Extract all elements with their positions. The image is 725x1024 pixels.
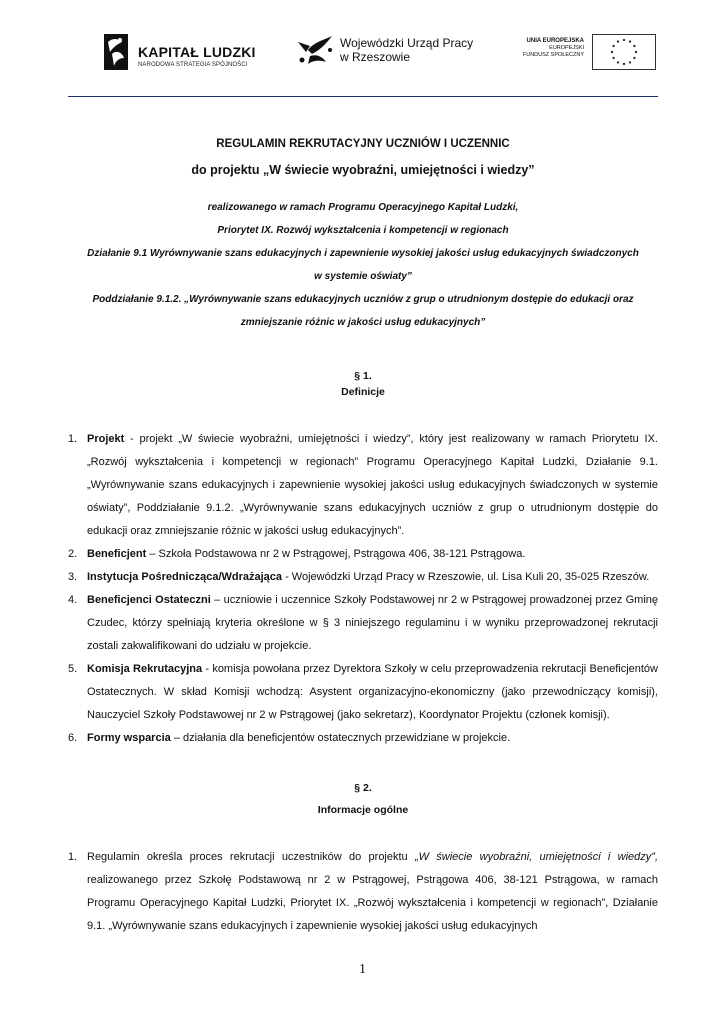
general-info-text: Regulamin określa proces rekrutacji uczestników do projektu	[87, 851, 415, 863]
kapital-ludzki-emblem-icon	[98, 28, 134, 76]
list-item-number: 2.	[68, 548, 78, 560]
general-info-text-cont: realizowanego przez Szkołę Podstawową nr 2 w Pstrągowej, Pstrągowa 406, 38-121 Pstrągowa, w ramach Programu Operacyjnego Kapitał Ludzki, Priorytet IX. „Rozwój wykształcenia i kompetencji w regionach”, Działanie 9.1. „Wyrównywanie szans edukacyjnych i zapewnienie wysokiej jakości usług edukacyjnych	[87, 874, 658, 932]
definition-text: – uczniowie i uczennice Szkoły Podstawowej nr 2 w Pstrągowej prowadzonej przez Gminę Czudec, którzy spełniają kryteria określone w § 3 niniejszego regulaminu i w wyniku przeprowadzonej rekrutacji zostali zakwalifikowani do udziału w projekcie.	[87, 594, 658, 652]
program-info-line: w systemie oświaty”	[314, 271, 412, 282]
definition-text: - komisja powołana przez Dyrektora Szkoły w celu przeprowadzenia rekrutacji Beneficjentów Ostatecznych. W skład Komisji wchodzą: Asystent organizacyjno-ekonomiczny (jako przewodniczący komisji), Nauczyciel Szkoły Podstawowej nr 2 w Pstrągowej (jako sekretarz), Koordynator Projektu (członek komisji).	[87, 663, 658, 721]
section-2	[68, 780, 658, 938]
program-info	[68, 196, 658, 334]
eu-text-line3: FUNDUSZ SPOŁECZNY	[522, 52, 584, 58]
wup-bird-icon	[296, 32, 336, 68]
list-item-number: 3.	[68, 571, 78, 583]
eu-logo	[516, 34, 656, 74]
list-item	[68, 566, 658, 589]
program-info-line: realizowanego w ramach Programu Operacyjnego Kapitał Ludzki,	[207, 202, 519, 213]
definition-text: - projekt „W świecie wyobraźni, umiejętności i wiedzy”, który jest realizowany w ramach Priorytetu IX. „Rozwój wykształcenia i kompetencji w regionach” Programu Operacyjnego Kapitał Ludzki, Działanie 9.1. „Wyrównywanie szans edukacyjnych i zapewnienie wysokiej jakości usług edukacyjnych świadczonych w systemie oświaty”, Poddziałanie 9.1.2. „Wyrównywanie szans edukacyjnych uczniów z grup o utrudnionym dostępie do edukacji oraz zmniejszanie różnic w jakości usług edukacyjnych”.	[87, 433, 658, 537]
definition-term: Beneficjent	[87, 548, 147, 560]
kapital-ludzki-title: KAPITAŁ LUDZKI	[138, 44, 256, 60]
project-name-italic: „W świecie wyobraźni, umiejętności i wiedzy”,	[414, 851, 659, 863]
section-2-number: § 2.	[354, 782, 372, 794]
document-title: REGULAMIN REKRUTACYJNY UCZNIÓW I UCZENNIC	[216, 138, 510, 150]
list-item	[68, 589, 658, 658]
program-info-line: Działanie 9.1 Wyrównywanie szans edukacyjnych i zapewnienie wysokiej jakości usług edukacyjnych świadczonych	[87, 248, 639, 259]
list-item	[68, 428, 658, 543]
section-1	[68, 368, 658, 750]
wup-name-line2: w Rzeszowie	[340, 50, 411, 64]
program-info-line: Poddziałanie 9.1.2. „Wyrównywanie szans edukacyjnych uczniów z grup o utrudnionym dostępie do edukacji oraz	[92, 294, 634, 305]
definition-text: – Szkoła Podstawowa nr 2 w Pstrągowej, Pstrągowa 406, 38-121 Pstrągowa.	[146, 548, 526, 560]
list-item-number: 1.	[68, 851, 78, 863]
definitions-list	[68, 428, 658, 750]
definition-term: Projekt	[87, 433, 125, 445]
list-item	[68, 658, 658, 727]
document-subtitle-project: do projektu „W świecie wyobraźni, umiejętności i wiedzy”	[191, 163, 535, 177]
definition-text: - Wojewódzki Urząd Pracy w Rzeszowie, ul. Lisa Kuli 20, 35-025 Rzeszów.	[282, 571, 650, 583]
header-divider	[68, 96, 658, 97]
section-1-title: Definicje	[341, 386, 385, 398]
wup-logo	[296, 32, 476, 72]
definition-term: Formy wsparcia	[87, 732, 171, 744]
general-info-list	[68, 846, 658, 938]
program-info-line: Priorytet IX. Rozwój wykształcenia i kompetencji w regionach	[217, 225, 509, 236]
eu-text-line1: UNIA EUROPEJSKA	[526, 38, 584, 44]
section-2-title: Informacje ogólne	[317, 804, 409, 816]
list-item	[68, 846, 658, 938]
eu-text	[523, 38, 584, 59]
definition-text: – działania dla beneficjentów ostatecznych przewidziane w projekcie.	[170, 732, 511, 744]
list-item	[68, 543, 658, 566]
list-item-number: 1.	[68, 433, 78, 445]
list-item-number: 4.	[68, 594, 78, 606]
list-item	[68, 727, 658, 750]
definition-term: Beneficjenci Ostateczni	[87, 594, 211, 606]
definition-term: Instytucja Pośrednicząca/Wdrażająca	[87, 571, 283, 583]
program-info-line: zmniejszanie różnic w jakości usług edukacyjnych”	[240, 317, 486, 328]
kapital-ludzki-logo	[98, 28, 258, 78]
definition-term: Komisja Rekrutacyjna	[87, 663, 203, 675]
eu-flag-icon	[592, 34, 656, 70]
eu-text-line2: EUROPEJSKI	[549, 45, 584, 51]
list-item-number: 5.	[68, 663, 78, 675]
page-number: 1	[359, 962, 366, 977]
wup-name-line1: Wojewódzki Urząd Pracy	[340, 36, 474, 50]
section-1-number: § 1.	[354, 370, 372, 382]
kapital-ludzki-subtitle: NARODOWA STRATEGIA SPÓJNOŚCI	[138, 62, 248, 68]
document-body	[68, 130, 658, 938]
list-item-number: 6.	[68, 732, 78, 744]
page-header	[68, 18, 658, 98]
wup-name	[340, 36, 473, 64]
